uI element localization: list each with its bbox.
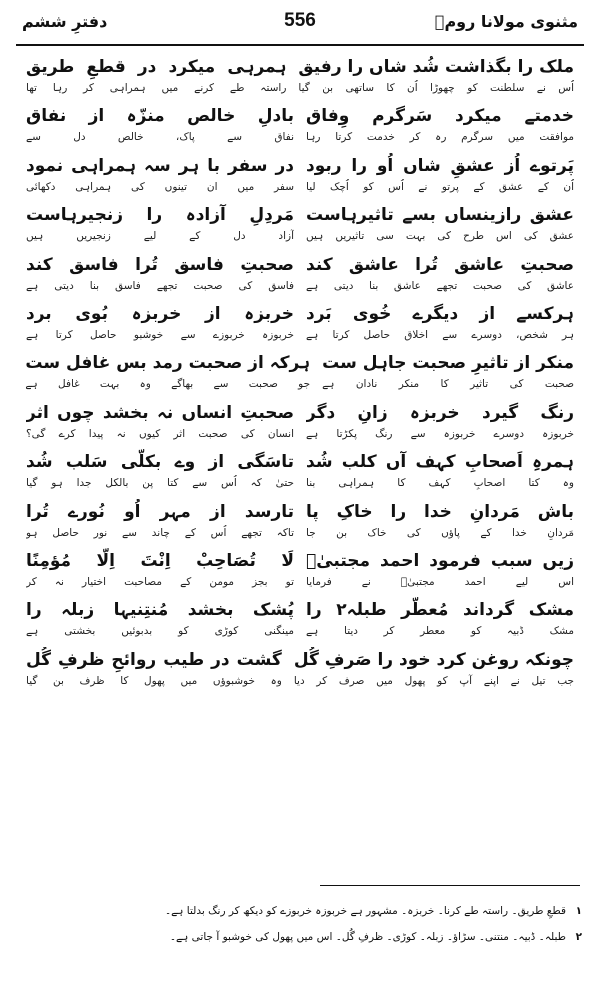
hemistich-right	[316, 350, 580, 399]
couplet-row	[20, 449, 580, 498]
hemistich-left	[20, 153, 300, 202]
footnote-text: طبلہ۔ ڈبیہ۔ منتنی۔ سڑاؤ۔ زبلہ۔ کوڑی۔ ظرفِ گُل۔ اس میں پھول کی خوشبو آ جاتی ہے۔	[169, 931, 566, 943]
couplet-row	[20, 54, 580, 103]
persian-verse: پَرتوے اُز عشقِ شاں اُو را ربود	[306, 155, 574, 176]
footnote	[18, 924, 582, 950]
footnote-number: ۱	[575, 905, 582, 917]
urdu-translation: جب تیل نے اپنے آپ کو پھول میں صرف کر دیا	[293, 674, 574, 687]
couplet-row	[20, 499, 580, 548]
section-title: دفترِ ششم	[22, 12, 108, 31]
persian-verse: ہمرہی میکرد در قطعِ طریق	[26, 57, 287, 77]
couplet-row	[20, 103, 580, 152]
persian-verse: تاسَگی از وے بکلّی سَلب شُد	[26, 452, 294, 473]
persian-verse: خربزہ از خربزہ بُوی برد	[26, 303, 294, 324]
persian-verse: صحبتِ فاسق تُرا فاسق کند	[26, 254, 294, 275]
urdu-translation: صحبت کی تاثیر کا منکر نادان ہے	[322, 378, 574, 391]
couplet-row	[20, 597, 580, 646]
persian-verse: چونکہ روغن کرد خود را صَرفِ گُل	[293, 649, 574, 670]
hemistich-left	[20, 449, 300, 498]
persian-verse: ہرکسے از دیگرے خُوی بَرد	[306, 303, 574, 324]
persian-verse: صحبتِ انساں نہ بخشد چوں اثر	[26, 402, 294, 423]
couplet-row	[20, 301, 580, 350]
urdu-translation: انسان کی صحبت اثر کیوں نہ پیدا کرے گی؟	[26, 427, 294, 440]
urdu-translation: حتیٰ کہ اُس سے کتا پن بالکل جدا ہو گیا	[26, 477, 294, 490]
persian-verse: ہمرہِ اَصحابِ کہف آں کلب شُد	[306, 452, 574, 473]
footnote	[18, 898, 582, 924]
urdu-translation: وہ خوشبوؤں میں پھول کا ظرف بن گیا	[26, 674, 282, 687]
couplet-row	[20, 153, 580, 202]
urdu-translation: وہ کتا اصحابِ کہف کا ہمراہی بنا	[306, 477, 574, 490]
persian-verse: در سفر با ہر سہ ہمراہی نمود	[26, 155, 294, 176]
urdu-translation: خربوزہ خربوزے سے خوشبو حاصل کرتا ہے	[26, 328, 294, 341]
persian-verse: منکر از تاثیرِ صحبت جاہل ست	[322, 353, 574, 374]
persian-verse: عشق رازینساں بسے تاثیرہاست	[306, 205, 574, 226]
urdu-translation: اس لیے احمد مجتبیٰؐ نے فرمایا	[306, 575, 574, 588]
urdu-translation: اُس نے سلطنت کو چھوڑا اُن کا ساتھی بن گیا	[298, 82, 574, 94]
urdu-translation: تاکہ تجھے اُس کے چاند سے نور حاصل ہو	[26, 526, 294, 539]
hemistich-right	[300, 548, 580, 597]
persian-verse: خدمتے میکرد سَرگرم وِفاق	[306, 106, 574, 127]
hemistich-left	[20, 548, 300, 597]
hemistich-right	[300, 449, 580, 498]
persian-verse: بادلِ خالص منزّہ از نفاق	[26, 106, 294, 127]
urdu-translation: عشق کی اس طرح کی بہت سی تاثیریں ہیں	[306, 230, 574, 243]
footnotes	[18, 898, 582, 950]
footnote-text: قطعِ طریق۔ راستہ طے کرنا۔ خربزہ۔ مشہور ہے خربوزہ خربوزے کو دیکھ کر رنگ بدلتا ہے۔	[165, 905, 566, 917]
hemistich-right	[300, 597, 580, 646]
hemistich-left	[20, 350, 316, 399]
hemistich-right	[300, 400, 580, 449]
couplet-body	[20, 54, 580, 806]
couplet-row	[20, 647, 580, 696]
hemistich-right	[288, 647, 580, 696]
urdu-translation: راستہ طے کرنے میں ہمراہی کر رہا تھا	[26, 82, 287, 94]
urdu-translation: عاشق کی صحبت تجھے عاشق بنا دیتی ہے	[306, 279, 574, 292]
persian-verse: زیں سبب فرمود احمد مجتبیٰؐ	[306, 550, 574, 571]
urdu-translation: ہر شخص، دوسرے سے اخلاق حاصل کرتا ہے	[306, 328, 574, 341]
persian-verse: تارسد از مہر اُو نُورے تُرا	[26, 501, 294, 522]
persian-verse: پُشک بخشد مُنتِنیہا زبلہ را	[26, 600, 294, 621]
hemistich-left	[20, 301, 300, 350]
urdu-translation: مینگنی کوڑی کو بدبوئیں بخشتی ہے	[26, 625, 294, 638]
persian-verse: ملک را بگذاشت شُد شاں را رفیق	[298, 57, 574, 77]
urdu-translation: نفاق سے پاک، خالص دل سے	[26, 131, 294, 144]
page-header	[16, 8, 584, 42]
urdu-translation: فاسق کی صحبت تجھے فاسق بنا دیتی ہے	[26, 279, 294, 292]
urdu-translation: خربوزہ دوسرے خربوزہ سے رنگ پکڑتا ہے	[306, 427, 574, 440]
footnote-number: ۲	[575, 931, 582, 943]
persian-verse: صحبتِ عاشق تُرا عاشق کند	[306, 254, 574, 275]
couplet-row	[20, 202, 580, 251]
hemistich-right	[300, 499, 580, 548]
hemistich-left	[20, 252, 300, 301]
urdu-translation: جو صحبت سے بھاگے وہ بہت غافل ہے	[25, 378, 311, 391]
hemistich-left	[20, 103, 300, 152]
hemistich-right	[300, 103, 580, 152]
hemistich-left	[20, 54, 292, 103]
urdu-translation: موافقت میں سرگرم رہ کر خدمت کرتا رہا	[306, 131, 574, 144]
couplet-row	[20, 252, 580, 301]
hemistich-left	[20, 400, 300, 449]
hemistich-right	[300, 202, 580, 251]
couplet-row	[20, 350, 580, 399]
persian-verse: گشت در طیب روائحِ ظرفِ گُل	[26, 649, 282, 670]
hemistich-right	[292, 54, 580, 103]
hemistich-right	[300, 153, 580, 202]
urdu-translation: تو بجز مومن کے مصاحبت اختیار نہ کر	[26, 575, 294, 588]
header-divider	[16, 44, 584, 46]
hemistich-left	[20, 647, 288, 696]
hemistich-left	[20, 499, 300, 548]
hemistich-right	[300, 301, 580, 350]
persian-verse: باش مَردانِ خدا را خاکِ پا	[306, 501, 574, 522]
couplet-row	[20, 400, 580, 449]
hemistich-left	[20, 597, 300, 646]
urdu-translation: سفر میں ان تینوں کی ہمراہی دکھائی	[26, 180, 294, 193]
persian-verse: ہرکہ از صحبت رمد بس غافل ست	[25, 353, 311, 374]
urdu-translation: اُن کے عشق کے پرتو نے اُس کو اُچک لیا	[306, 180, 574, 193]
hemistich-right	[300, 252, 580, 301]
persian-verse: مشک گرداند مُعطّر طبلہ۲ را	[306, 600, 574, 621]
persian-verse: رنگ گیرد خربزہ زانِ دگر	[306, 402, 574, 423]
footnote-divider	[320, 885, 580, 886]
urdu-translation: مَردانِ خدا کے پاؤں کی خاک بن جا	[306, 526, 574, 539]
persian-verse: مَردِلِ آزادہ را زنجیرہاست	[26, 205, 294, 226]
urdu-translation: آزاد دل کے لیے زنجیریں ہیں	[26, 230, 294, 243]
page-number: 556	[284, 10, 316, 31]
persian-verse: لَا تُصَاحِبْ اِنْتَ اِلَّا مُؤمِنًا	[26, 550, 294, 571]
couplet-row	[20, 548, 580, 597]
urdu-translation: مشک ڈبیہ کو معطر کر دیتا ہے	[306, 625, 574, 638]
book-title: مثنوی مولانا رومؒ	[434, 12, 578, 31]
hemistich-left	[20, 202, 300, 251]
